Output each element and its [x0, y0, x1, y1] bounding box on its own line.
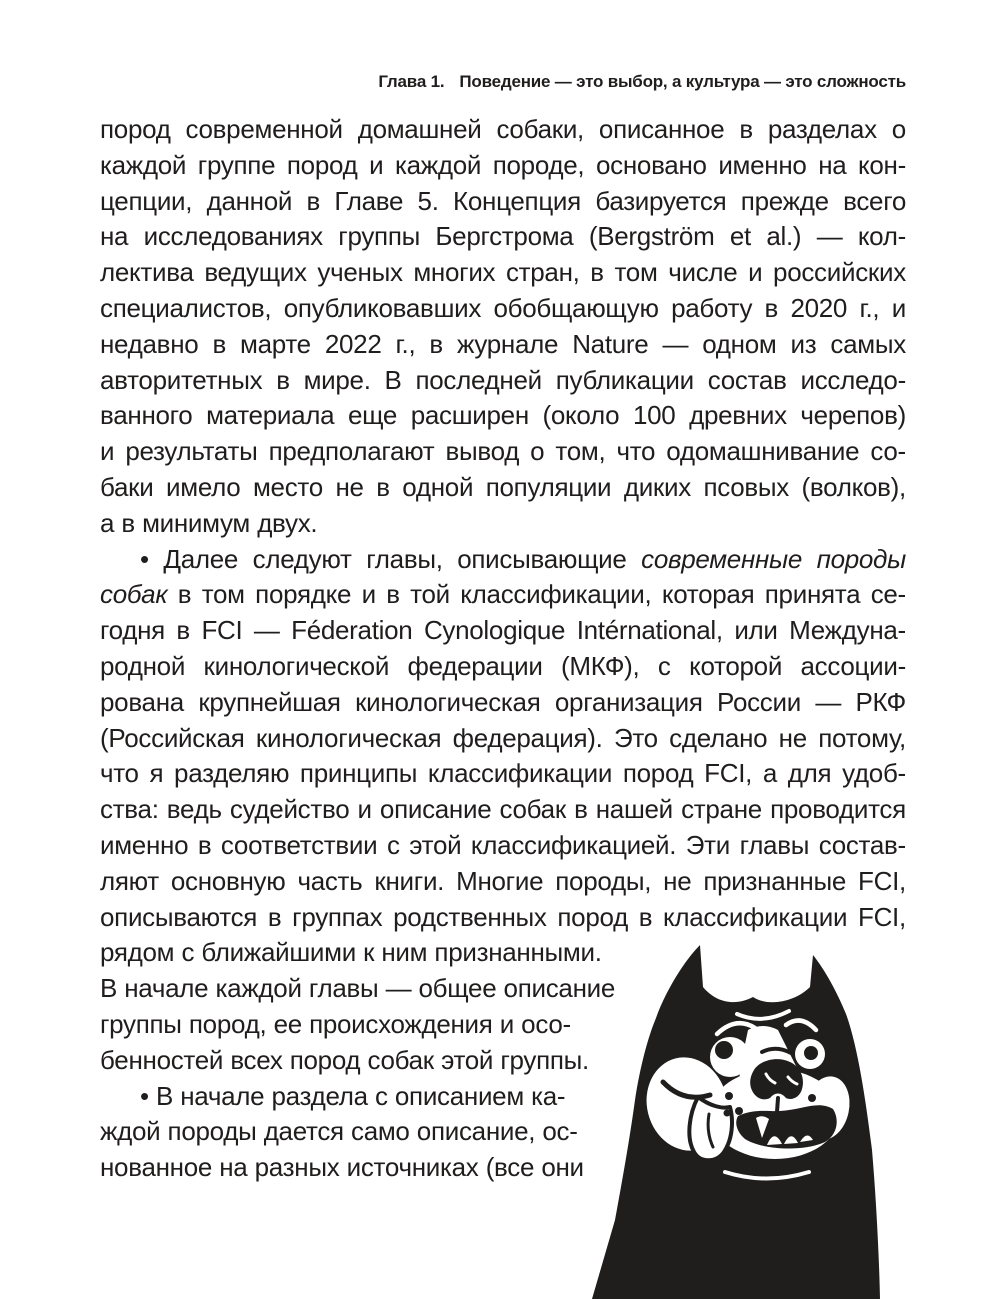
- dog-left-pupil: [715, 1041, 733, 1059]
- body-line: годня в FCI — Féderation Cynologique Intérnational, или Междуна-: [100, 615, 906, 646]
- body-line: авторитетных в мире. В последней публикации состав исследо-: [100, 364, 906, 395]
- body-line: пород современной домашней собаки, описанное в разделах о: [100, 114, 906, 144]
- body-line: нованное на разных источниках (все они: [100, 1152, 584, 1183]
- body-line: лектива ведущих ученых многих стран, в том числе и российских: [100, 257, 906, 288]
- body-line: именно в соответствии с этой классификацией. Эти главы состав-: [100, 829, 906, 860]
- body-line: бенностей всех пород собак этой группы.: [100, 1044, 589, 1075]
- body-line: рядом с ближайшими к ним признанными.: [100, 937, 602, 968]
- body-line: баки имело место не в одной популяции диких псовых (волков),: [100, 471, 906, 502]
- body-line: цепции, данной в Главе 5. Концепция базируется прежде всего: [100, 185, 906, 216]
- body-line: (Российская кинологическая федерация). Это сделано не потому,: [100, 722, 906, 753]
- body-line: В начале каждой главы — общее описание: [100, 973, 616, 1004]
- body-line: родной кинологической федерации (МКФ), с которой ассоции-: [100, 650, 906, 681]
- chapter-number: Глава 1.: [378, 72, 445, 91]
- body-line: ванного материала еще расширен (около 100 древних черепов): [100, 400, 906, 431]
- body-line: недавно в марте 2022 г., в журнале Nature — одном из самых: [100, 328, 906, 359]
- chapter-title: Поведение — это выбор, а культура — это сложность: [459, 72, 906, 91]
- body-line: ляют основную часть книги. Многие породы, не признанные FCI,: [100, 865, 906, 896]
- dog-right-pupil: [804, 1046, 818, 1060]
- body-line: собак в том порядке и в той классификации, которая принята се-: [100, 579, 906, 610]
- body-line: что я разделяю принципы классификации пород FCI, а для удоб-: [100, 758, 906, 789]
- body-line: описываются в группах родственных пород в классификации FCI,: [100, 901, 906, 932]
- body-line: ждой породы дается само описание, ос-: [100, 1116, 578, 1147]
- running-head: [100, 72, 906, 92]
- body-line: ства: ведь судейство и описание собак в нашей стране проводится: [100, 794, 906, 825]
- body-line: и результаты предполагают вывод о том, что одомашнивание со-: [100, 436, 906, 467]
- body-line: специалистов, опубликовавших обобщающую работу в 2020 г., и: [100, 292, 906, 323]
- body-line: • В начале раздела с описанием ка-: [140, 1080, 566, 1111]
- body-line: каждой группе пород и каждой породе, основано именно на кон-: [100, 149, 906, 180]
- dog-left-eye: [710, 1037, 750, 1077]
- dog-tongue: [689, 1097, 732, 1160]
- dog-illustration: [590, 942, 890, 1299]
- body-line: рована крупнейшая кинологическая организация России — РКФ: [100, 686, 906, 717]
- dog-philtrum: [777, 1098, 778, 1112]
- body-line: а в минимум двух.: [100, 507, 318, 538]
- body-line: на исследованиях группы Бергстрома (Bergström et al.) — кол-: [100, 221, 906, 252]
- body-line: • Далее следуют главы, описывающие современные породы: [140, 543, 906, 574]
- body-line: группы пород, ее происхождения и осо-: [100, 1008, 571, 1039]
